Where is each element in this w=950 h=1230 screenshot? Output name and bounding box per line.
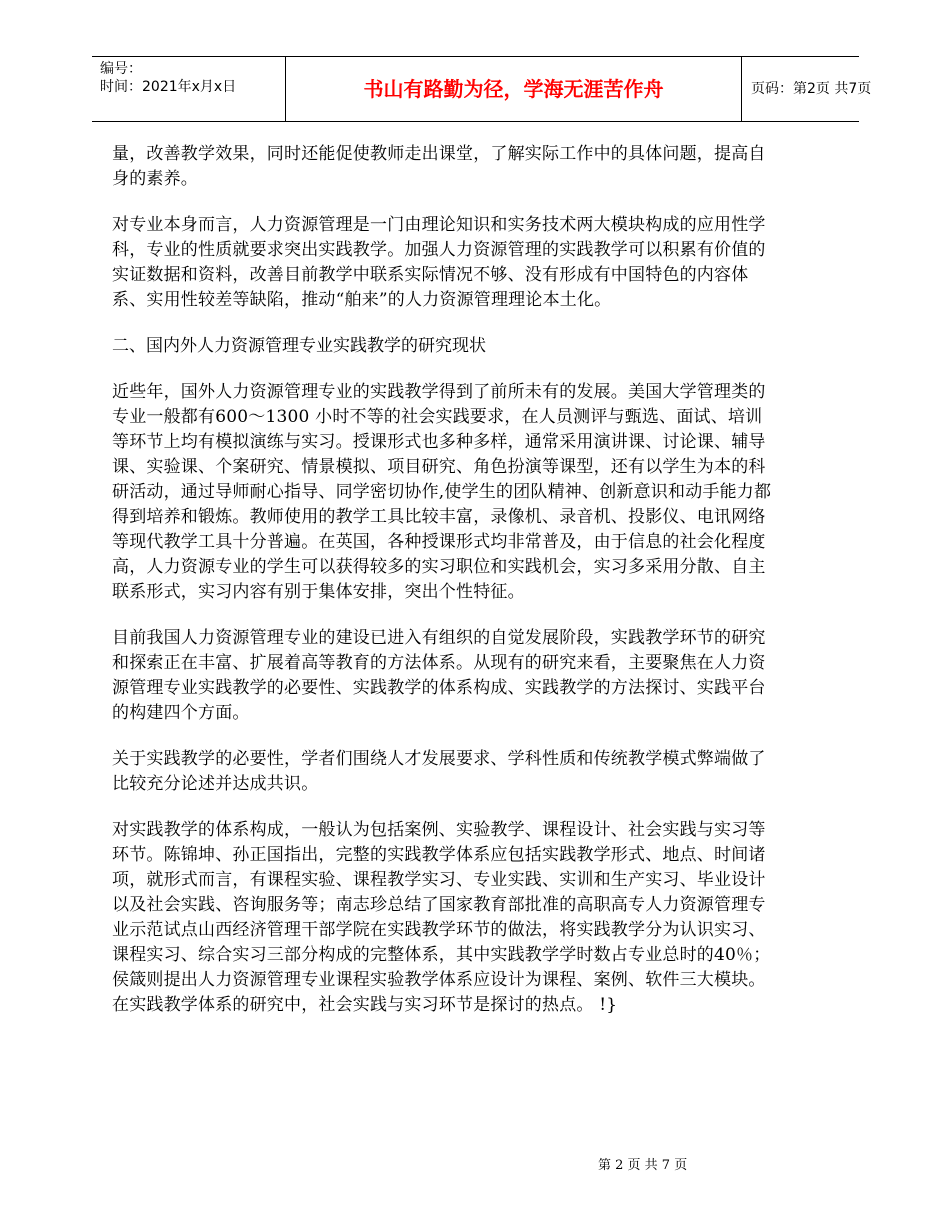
- page-footer: 第 2 页 共 7 页: [598, 1158, 688, 1173]
- body-paragraph: 关于实践教学的必要性，学者们围绕人才发展要求、学科性质和传统教学模式弊端做了比较充分论述并达成共识。: [112, 749, 766, 794]
- body-paragraph: 对专业本身而言，人力资源管理是一门由理论知识和实务技术两大模块构成的应用性学科，专业的性质就要求突出实践教学。加强人力资源管理的实践教学可以积累有价值的实证数据和资料，改善目前教学中联系实际情况不够、没有形成有中国特色的内容体系、实用性较差等缺陷，推动“舶来”的人力资源管理理论本土化。: [112, 215, 766, 310]
- section-heading: 二、国内外人力资源管理专业实践教学的研究现状: [112, 336, 486, 356]
- header-page-info: 页码：第2页 共7页: [751, 81, 872, 97]
- body-paragraph: 目前我国人力资源管理专业的建设已进入有组织的自觉发展阶段，实践教学环节的研究和探索正在丰富、扩展着高等教育的方法体系。从现有的研究来看，主要聚焦在人力资源管理专业实践教学的必要性、实践教学的体系构成、实践教学的方法探讨、实践平台的构建四个方面。: [112, 628, 766, 723]
- document-time-label: 时间：2021年x月x日: [100, 79, 237, 95]
- body-paragraph: 量，改善教学效果，同时还能促使教师走出课堂，了解实际工作中的具体问题，提高自身的素养。: [112, 144, 766, 189]
- body-paragraph: 近些年，国外人力资源管理专业的实践教学得到了前所未有的发展。美国大学管理类的专业一般都有600～1300 小时不等的社会实践要求，在人员测评与甄选、面试、培训等环节上均有模拟演练与实习。授课形式也多种多样，通常采用演讲课、讨论课、辅导课、实验课、个案研究、情景模拟、项目研究、角色扮演等课型，还有以学生为本的科研活动，通过导师耐心指导、同学密切协作,使学生的团队精神、创新意识和动手能力都得到培养和锻炼。教师使用的教学工具比较丰富，录像机、录音机、投影仪、电讯网络等现代教学工具十分普遍。在英国，各种授课形式均非常普及，由于信息的社会化程度高，人力资源专业的学生可以获得较多的实习职位和实践机会，实习多采用分散、自主联系形式，实习内容有别于集体安排，突出个性特征。: [112, 382, 772, 602]
- document-number-label: 编号：: [100, 61, 142, 77]
- document-body: [112, 142, 772, 1039]
- body-paragraph: 对实践教学的体系构成，一般认为包括案例、实验教学、课程设计、社会实践与实习等环节。陈锦坤、孙正国指出，完整的实践教学体系应包括实践教学形式、地点、时间诸项，就形式而言，有课程实验、课程教学实习、专业实践、实训和生产实习、毕业设计以及社会实践、咨询服务等；南志珍总结了国家教育部批准的高职高专人力资源管理专业示范试点山西经济管理干部学院在实践教学环节的做法，将实践教学分为认识实习、课程实习、综合实习三部分构成的完整体系，其中实践教学学时数占专业总时的40％；侯箴则提出人力资源管理专业课程实验教学体系应设计为课程、案例、软件三大模块。在实践教学体系的研究中，社会实践与实习环节是探讨的热点。 !}: [112, 820, 771, 1015]
- header-meta-cell: [92, 57, 285, 121]
- header-motto: 书山有路勤为径，学海无涯苦作舟: [363, 77, 664, 101]
- header-page-cell: [741, 57, 872, 121]
- page-header: [92, 56, 872, 122]
- header-motto-cell: [285, 57, 742, 121]
